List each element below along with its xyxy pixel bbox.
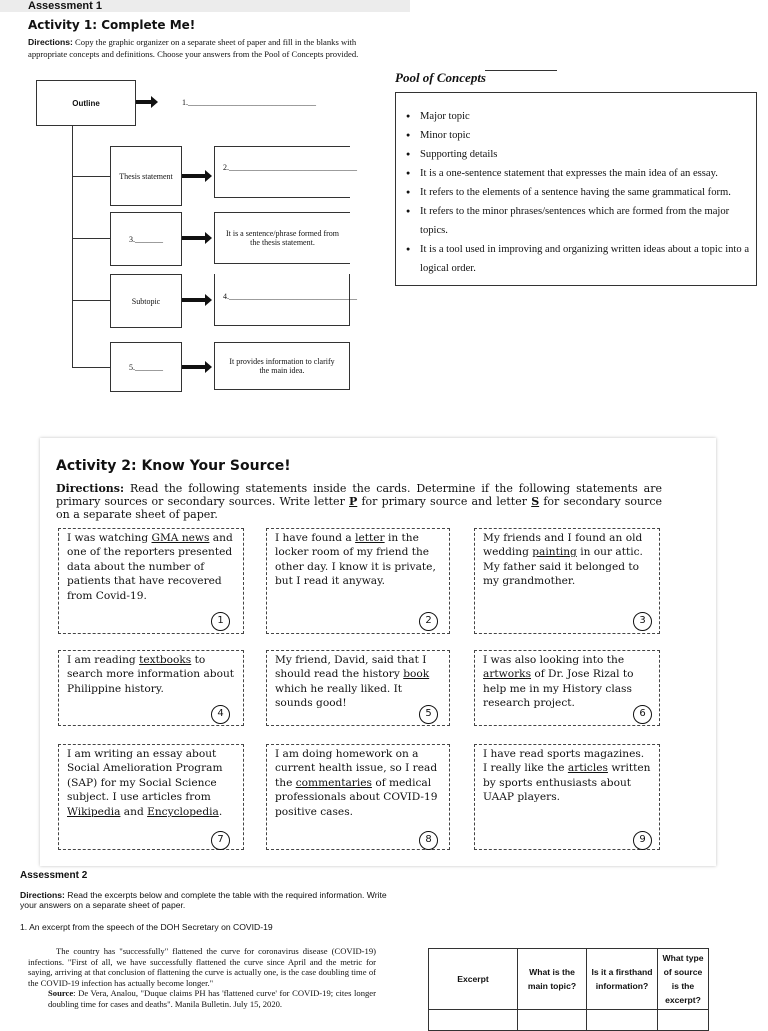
connector-h2 (72, 238, 110, 239)
box-5: 5._______ (110, 342, 182, 392)
directions-label: Directions: (20, 890, 65, 900)
card-source-word: Wikipedia (67, 805, 121, 818)
source-card-8 (266, 744, 450, 850)
card-text: . (218, 805, 223, 818)
card-text: which he really liked. It sounds good! (275, 682, 403, 710)
card-number: 2 (419, 612, 438, 631)
excerpt-text (28, 946, 376, 1009)
pool-item: ● It refers to the elements of a sentence having the same grammatical form. (420, 183, 756, 202)
card-text: I have read sports magazines. I really like the (483, 748, 645, 775)
card-number: 7 (211, 831, 230, 850)
card-text: I am doing homework on a current health issue, so I read the (275, 748, 438, 789)
pool-item: ● It refers to the minor phrases/sentences which are formed from the major topics. (420, 202, 756, 240)
source-card-6 (474, 650, 660, 726)
card-number: 8 (419, 831, 438, 850)
directions-label: Directions: (28, 37, 73, 47)
assessment2-directions (20, 890, 400, 910)
table-cell (658, 1010, 709, 1031)
subtopic-box: Subtopic (110, 274, 182, 328)
directions-label: Directions: (56, 482, 125, 495)
source-card-1 (58, 528, 244, 634)
pool-box (395, 92, 757, 286)
card-text: My friends and I found an old wedding (483, 532, 643, 559)
card-source-word: letter (355, 532, 385, 544)
table-header: What is the main topic? (518, 949, 587, 1010)
card-text: I am writing an essay about Social Amelioration Program (SAP) for my Social Science subject. I use articles from (67, 748, 223, 804)
card-source-word: commentaries (295, 776, 372, 789)
pool-item: ● Major topic (420, 107, 756, 126)
connector-vertical (72, 125, 73, 368)
answer-table (428, 948, 709, 1031)
pool-list (406, 107, 756, 278)
pool-title: Pool of Concepts (395, 70, 486, 85)
card-source-word: book (403, 668, 430, 681)
table-header: What type of source is the excerpt? (658, 949, 709, 1010)
card-number: 4 (211, 705, 230, 724)
card-text: of Dr. Jose Rizal to help me in my History class research project. (483, 668, 634, 710)
card-text: I was watching (67, 532, 152, 544)
desc-box-3: It is a sentence/phrase formed from the thesis statement. (214, 212, 350, 264)
card-text: and one of the reporters presented data about the number of patients that have recovered from Covid-19. (67, 532, 233, 602)
card-source-word: artworks (483, 668, 532, 681)
pool-item: ● It is a one-sentence statement that expresses the main idea of an essay. (420, 164, 756, 183)
outline-box: Outline (36, 80, 136, 126)
card-source-word: Encyclopedia (147, 805, 219, 818)
activity2-title: Activity 2: Know Your Source! (56, 458, 291, 474)
card-number: 3 (633, 612, 652, 631)
card-text: I was also looking into the (483, 654, 625, 666)
source-label: Source (48, 988, 74, 998)
directions-text: Read the following statements inside the cards. Determine if the following statements are primary sources or secondary sources. Write letter (56, 482, 662, 508)
directions-end: for secondary source on a separate sheet of paper. (56, 495, 662, 521)
pool-item: ● Minor topic (420, 126, 756, 145)
letter-p: P (349, 495, 358, 508)
arrow-icon (136, 100, 152, 104)
connector-h4 (72, 367, 110, 368)
card-text: I am reading (67, 654, 140, 666)
pool-item: ● It is a tool used in improving and organizing written ideas about a topic into a logical order. (420, 240, 756, 278)
card-source-word: textbooks (139, 654, 192, 666)
source-card-3 (474, 528, 660, 634)
card-number: 5 (419, 705, 438, 724)
card-source-word: articles (567, 762, 608, 775)
answer-box-4 (214, 274, 357, 326)
source-card-2 (266, 528, 450, 634)
source-card-7 (58, 744, 244, 850)
card-number: 9 (633, 831, 652, 850)
activity1-directions (28, 36, 373, 60)
source-card-5 (266, 650, 450, 726)
card-text: I have found a (275, 532, 356, 544)
excerpt-body: The country has "successfully" flattened the curve for coronavirus disease (COVID-19) infections. "First of all, we have successfully flattened the curve since April and the metric for saying, arriving at that conclusion of flattening the curve is actually one, is the case doubling time of the COVID-19 infection has actually become longer." (28, 946, 376, 988)
card-number: 6 (633, 705, 652, 724)
source-card-4 (58, 650, 244, 726)
assessment1-heading: Assessment 1 (28, 0, 102, 12)
table-header: Excerpt (429, 949, 518, 1010)
source-text: : De Vera, Analou, "Duque claims PH has 'flattened curve' for COVID-19; cites longer doubling time for cases and deaths". Manila Bulletin. July 15, 2020. (48, 988, 376, 1009)
card-number: 1 (211, 612, 230, 631)
arrow-icon (182, 236, 206, 240)
directions-mid: for primary source and letter (357, 495, 532, 508)
box-3: 3._______ (110, 212, 182, 266)
answer-box-2 (214, 146, 357, 198)
arrow-icon (182, 174, 206, 178)
activity2-directions (56, 482, 662, 521)
thesis-box: Thesis statement (110, 146, 182, 206)
table-cell (518, 1010, 587, 1031)
source-card-9 (474, 744, 660, 850)
desc-box-5: It provides information to clarify the main idea. (214, 342, 350, 390)
card-source-word: GMA news (151, 532, 210, 544)
card-text: written by sports enthusiasts about UAAP players. (483, 762, 651, 804)
activity1-title: Activity 1: Complete Me! (28, 18, 196, 32)
table-row (429, 1010, 709, 1031)
arrow-icon (182, 298, 206, 302)
connector-h3 (72, 300, 110, 301)
assessment2-item-1: 1. An excerpt from the speech of the DOH Secretary on COVID-19 (20, 922, 273, 932)
excerpt-source (28, 988, 376, 1009)
table-header: Is it a firsthand information? (587, 949, 658, 1010)
assessment2-title: Assessment 2 (20, 870, 88, 881)
card-text: in our attic. My father said it belonged to my grandmother. (483, 546, 643, 588)
card-text: and (120, 805, 148, 818)
table-cell (587, 1010, 658, 1031)
directions-text: Read the excerpts below and complete the table with the required information. Write your answers on a separate sheet of paper. (20, 890, 387, 910)
connector-h1 (72, 176, 110, 177)
pool-item: ● Supporting details (420, 145, 756, 164)
table-header-row (429, 949, 709, 1010)
pool-title-underline (485, 70, 557, 71)
blank-4: 4.________________________________ (223, 292, 357, 301)
card-text: of medical professionals about COVID-19 positive cases. (275, 776, 438, 818)
letter-s: S (531, 495, 540, 508)
directions-text: Copy the graphic organizer on a separate sheet of paper and fill in the blanks with appropriate concepts and definitions. Choose your answers from the Pool of Concepts provided. (28, 37, 359, 59)
table-cell (429, 1010, 518, 1031)
card-text: My friend, David, said that I should read the history (275, 654, 427, 681)
blank-2: 2.________________________________ (223, 163, 357, 172)
card-text: to search more information about Philippine history. (67, 654, 235, 695)
arrow-icon (182, 365, 206, 369)
card-source-word: painting (532, 546, 577, 559)
card-text: in the locker room of my friend the other day. I know it is private, but I read it anyway. (275, 532, 436, 588)
blank-1: 1.________________________________ (182, 98, 316, 107)
